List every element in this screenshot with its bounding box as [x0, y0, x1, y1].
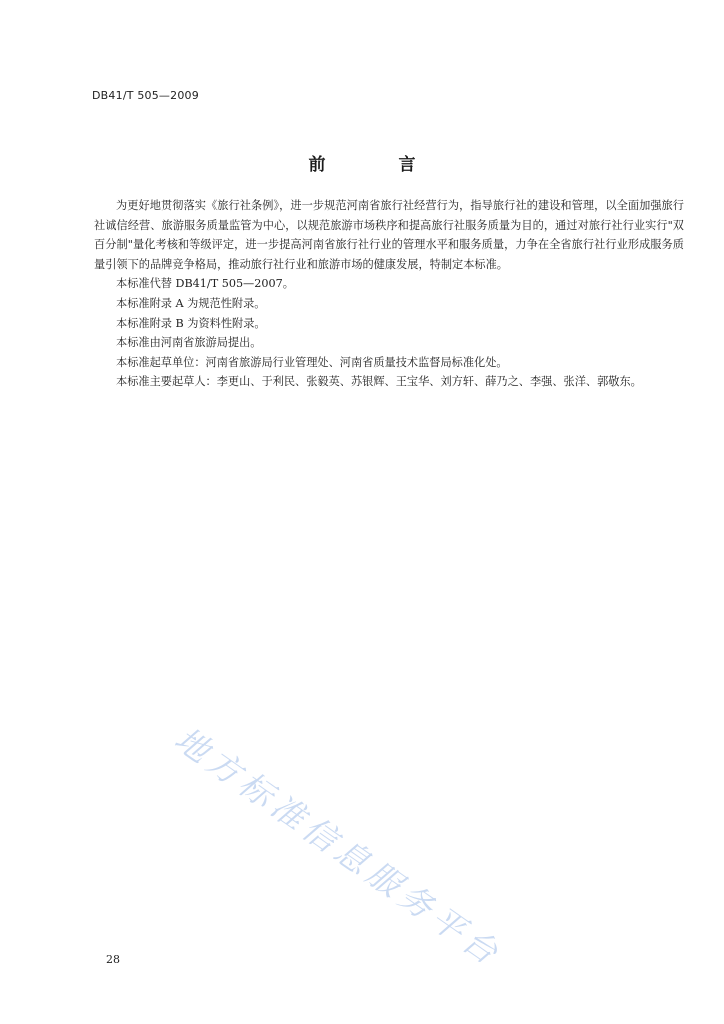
foreword-body — [94, 196, 684, 392]
replaces-statement: 本标准代替 DB41/T 505—2007。 — [116, 277, 294, 291]
appendix-b-statement: 本标准附录 B 为资料性附录。 — [116, 316, 266, 330]
page-title: 前 言 — [308, 155, 444, 175]
proposer-statement: 本标准由河南省旅游局提出。 — [116, 336, 262, 350]
standard-code: DB41/T 505—2009 — [92, 89, 199, 102]
drafters-statement: 本标准主要起草人：李更山、于利民、张毅英、苏银辉、王宝华、刘方轩、薛乃之、李强、张洋、郭敬东。 — [116, 375, 642, 389]
intro-paragraph: 为更好地贯彻落实《旅行社条例》，进一步规范河南省旅行社经营行为，指导旅行社的建设和管理，以全面加强旅行社诚信经营、旅游服务质量监管为中心，以规范旅游市场秩序和提高旅行社服务质量为目的，通过对旅行社行业实行"双百分制"量化考核和等级评定，进一步提高河南省旅行社行业的管理水平和服务质量，力争在全省旅行社行业形成服务质量引领下的品牌竞争格局，推动旅行社行业和旅游市场的健康发展，特制定本标准。 — [94, 199, 684, 271]
drafting-unit-statement: 本标准起草单位：河南省旅游局行业管理处、河南省质量技术监督局标准化处。 — [116, 355, 508, 369]
watermark-text: 地方标准信息服务平台 — [167, 719, 510, 975]
page-number: 28 — [106, 953, 120, 966]
appendix-a-statement: 本标准附录 A 为规范性附录。 — [116, 296, 266, 310]
